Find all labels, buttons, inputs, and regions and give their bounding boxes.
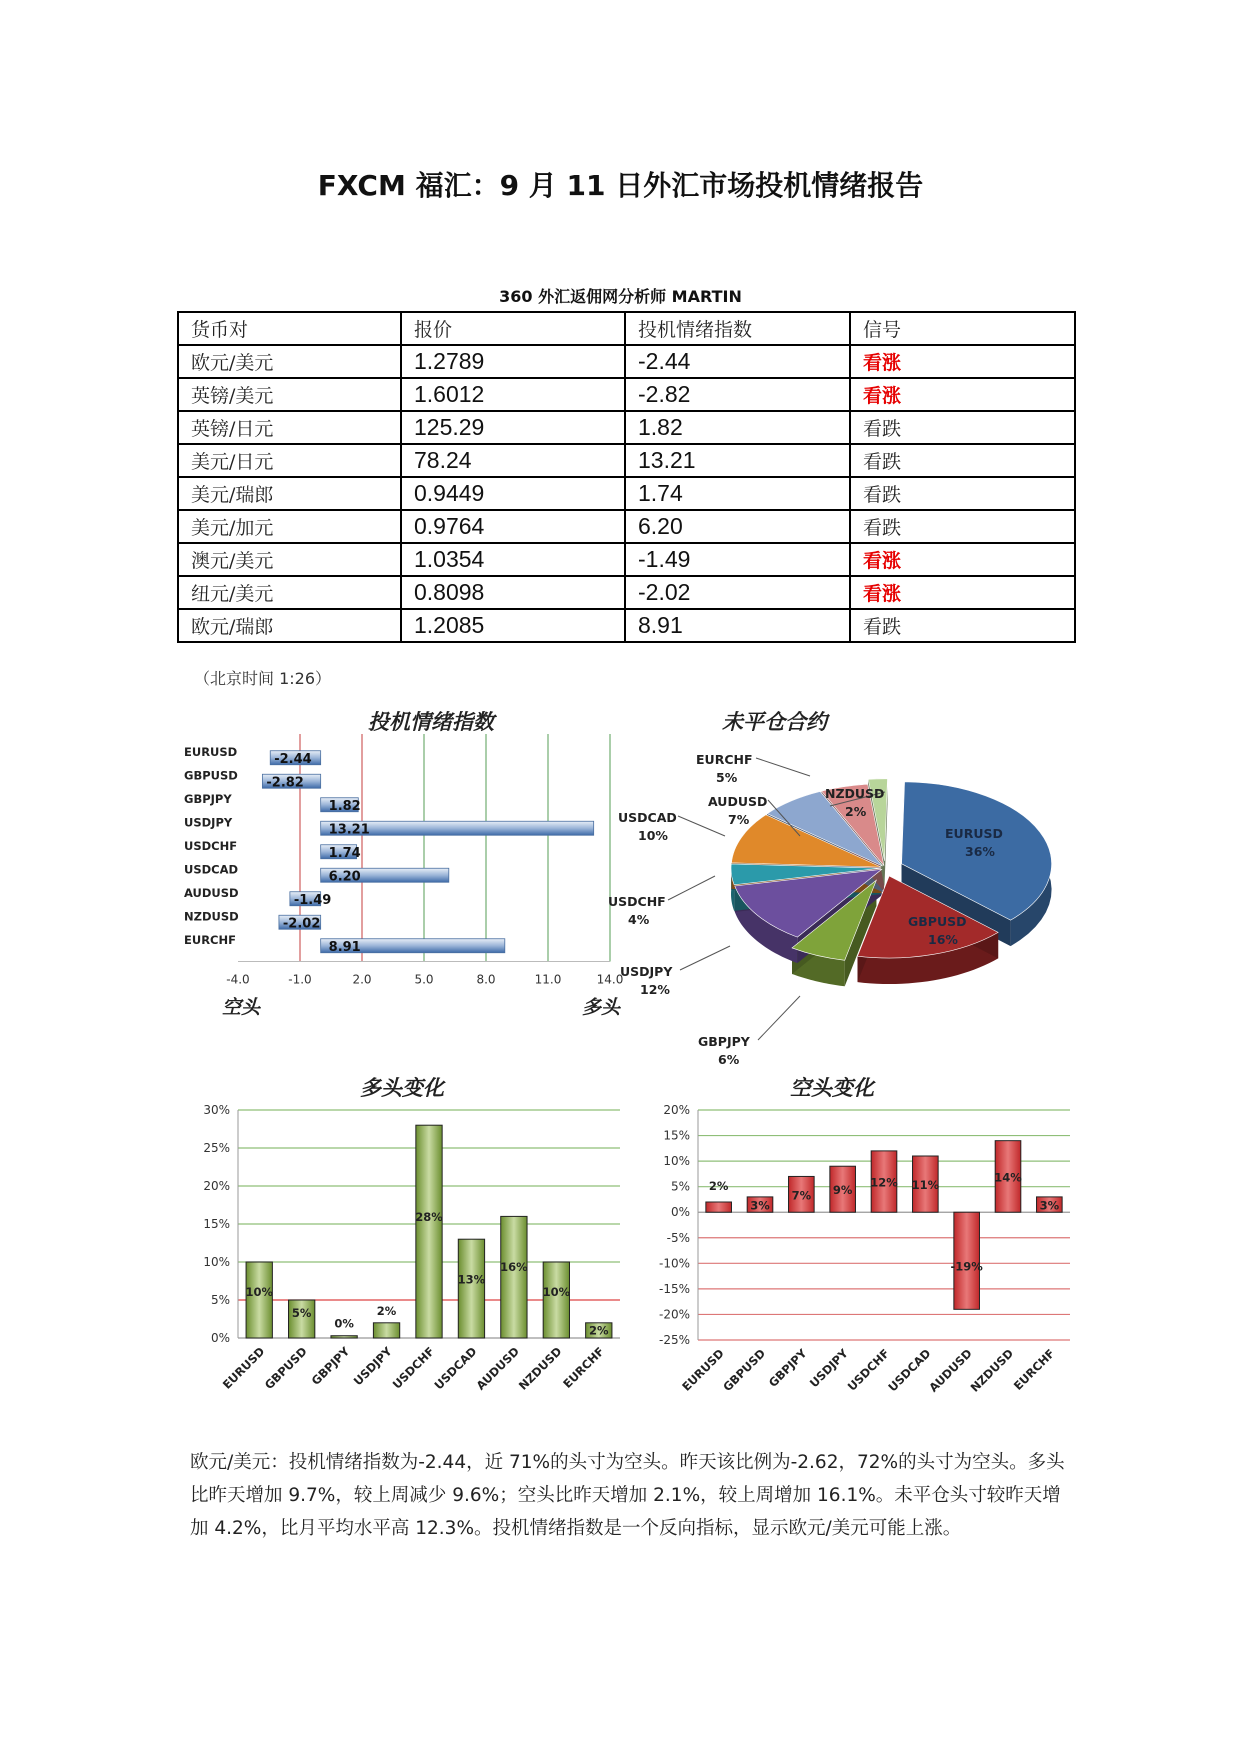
y-tick-label: 10%: [663, 1154, 690, 1169]
category-label: NZDUSD: [515, 1344, 565, 1393]
y-tick-label: -5%: [666, 1230, 690, 1245]
value-label: -2.02: [282, 916, 321, 932]
x-tick-label: 2.0: [352, 972, 372, 987]
slice-percent-label: 5%: [716, 770, 738, 785]
slice-name-label: EURUSD: [945, 826, 1003, 841]
analysis-paragraph: 欧元/美元：投机情绪指数为-2.44，近 71%的头寸为空头。昨天该比例为-2.62，72%的头寸为空头。多头比昨天增加 9.7%，较上周减少 9.6%；空头比昨天增加 2.1%，较上周增加 16.1%。未平仓头寸较昨天增加 4.2%，比月平均水平高 12.3%。投机情绪指数是一个反向指标，显示欧元/美元可能上涨。: [190, 1452, 1065, 1539]
category-label: EURCHF: [560, 1344, 607, 1391]
value-label: 9%: [832, 1183, 853, 1198]
value-label: 12%: [870, 1175, 898, 1190]
bar: [246, 1262, 272, 1338]
category-label: USDJPY: [350, 1344, 395, 1389]
price-cell: 0.9449: [401, 477, 625, 510]
signal-cell: 看跌: [850, 444, 1075, 477]
x-tick-label: 14.0: [596, 972, 624, 987]
y-tick-label: 15%: [203, 1217, 230, 1231]
signal-cell: 看跌: [850, 411, 1075, 444]
y-tick-label: -15%: [658, 1281, 690, 1296]
category-label: EURUSD: [219, 1344, 268, 1392]
ssi-cell: 13.21: [625, 444, 850, 477]
y-tick-label: 25%: [203, 1141, 230, 1155]
value-label: 11%: [911, 1178, 940, 1193]
signal-cell: 看跌: [850, 510, 1075, 543]
category-label: EURCHF: [184, 932, 236, 947]
table-row: [178, 477, 1075, 510]
category-label: USDJPY: [806, 1346, 851, 1391]
pair-cell: 英镑/日元: [178, 411, 401, 444]
ssi-table: [177, 311, 1076, 643]
short-side-label: 空头: [222, 996, 261, 1019]
table-row: [178, 411, 1075, 444]
ssi-cell: 8.91: [625, 609, 850, 642]
bar: [458, 1239, 484, 1338]
ssi-cell: 6.20: [625, 510, 850, 543]
pair-cell: 欧元/瑞郎: [178, 609, 401, 642]
value-label: 6.20: [328, 869, 361, 885]
slice-percent-label: 10%: [638, 828, 668, 843]
price-cell: 1.2789: [401, 345, 625, 378]
y-tick-label: 5%: [210, 1293, 230, 1307]
value-label: -2.44: [274, 751, 312, 767]
ssi-cell: -2.82: [625, 378, 850, 411]
category-label: USDJPY: [184, 815, 233, 830]
pair-cell: 纽元/美元: [178, 576, 401, 609]
category-label: USDCHF: [184, 838, 238, 853]
value-label: -2.82: [266, 775, 304, 791]
slice-percent-label: 6%: [718, 1052, 740, 1067]
category-label: USDCHF: [389, 1344, 438, 1392]
signal-cell: 看跌: [850, 609, 1075, 642]
table-row: [178, 345, 1075, 378]
category-label: NZDUSD: [967, 1346, 1017, 1395]
leader-line: [756, 758, 810, 776]
slice-percent-label: 2%: [845, 804, 867, 819]
y-tick-label: -20%: [658, 1307, 690, 1322]
category-label: GBPJPY: [308, 1344, 353, 1388]
category-label: AUDUSD: [184, 885, 239, 900]
slice-name-label: AUDUSD: [708, 794, 768, 809]
leader-line: [758, 996, 800, 1040]
slice-name-label: USDCAD: [618, 810, 677, 825]
value-label: 3%: [1039, 1198, 1060, 1213]
category-label: EURUSD: [184, 744, 238, 759]
signal-cell: 看涨: [850, 345, 1075, 378]
value-label: 28%: [415, 1209, 443, 1224]
slice-name-label: GBPUSD: [908, 914, 967, 929]
pair-cell: 澳元/美元: [178, 543, 401, 576]
column-header: 信号: [850, 312, 1075, 345]
slice-name-label: USDJPY: [620, 964, 673, 979]
price-cell: 1.2085: [401, 609, 625, 642]
open-interest-chart-title: 未平仓合约: [722, 710, 827, 734]
bar: [543, 1262, 569, 1338]
y-tick-label: 0%: [210, 1331, 230, 1345]
y-tick-label: 20%: [663, 1103, 690, 1117]
long-change-chart-title: 多头变化: [360, 1076, 444, 1100]
value-label: 5%: [291, 1306, 312, 1321]
short-change-chart-title: 空头变化: [790, 1076, 874, 1100]
table-row: [178, 576, 1075, 609]
signal-cell: 看涨: [850, 378, 1075, 411]
category-label: EURCHF: [1010, 1346, 1058, 1393]
price-cell: 0.8098: [401, 576, 625, 609]
table-row: [178, 444, 1075, 477]
slice-percent-label: 16%: [928, 932, 958, 947]
ssi-cell: 1.82: [625, 411, 850, 444]
y-tick-label: 0%: [670, 1205, 690, 1220]
value-label: 1.82: [328, 798, 361, 814]
price-cell: 1.0354: [401, 543, 625, 576]
slice-name-label: NZDUSD: [825, 786, 885, 801]
y-tick-label: -10%: [658, 1256, 690, 1271]
ssi-cell: -1.49: [625, 543, 850, 576]
slice-percent-label: 12%: [640, 982, 670, 997]
category-label: USDCAD: [431, 1344, 480, 1393]
x-tick-label: -1.0: [288, 972, 312, 987]
category-label: USDCHF: [844, 1346, 893, 1394]
pair-cell: 美元/日元: [178, 444, 401, 477]
price-cell: 0.9764: [401, 510, 625, 543]
value-label: -19%: [950, 1259, 983, 1274]
x-tick-label: 8.0: [476, 972, 496, 987]
bar: [416, 1125, 442, 1338]
long-side-label: 多头: [582, 996, 621, 1019]
signal-cell: 看涨: [850, 576, 1075, 609]
slice-name-label: EURCHF: [696, 752, 753, 767]
y-tick-label: 15%: [663, 1128, 690, 1143]
pair-cell: 欧元/美元: [178, 345, 401, 378]
y-tick-label: 5%: [670, 1179, 690, 1194]
category-label: GBPUSD: [184, 768, 238, 783]
value-label: 1.74: [328, 845, 361, 861]
leader-line: [680, 946, 730, 970]
value-label: 13.21: [328, 822, 370, 838]
price-cell: 125.29: [401, 411, 625, 444]
category-label: GBPUSD: [720, 1346, 769, 1395]
value-label: 10%: [542, 1285, 571, 1300]
value-label: 2%: [376, 1303, 397, 1318]
category-label: AUDUSD: [473, 1344, 523, 1393]
leader-line: [678, 816, 725, 836]
table-row: [178, 510, 1075, 543]
category-label: AUDUSD: [926, 1346, 975, 1395]
table-row: [178, 609, 1075, 642]
price-cell: 1.6012: [401, 378, 625, 411]
value-label: 2%: [708, 1179, 729, 1193]
value-label: 7%: [791, 1188, 812, 1203]
short-change-bar-chart: [650, 1100, 1090, 1420]
x-tick-label: 5.0: [414, 972, 434, 987]
pair-cell: 美元/瑞郎: [178, 477, 401, 510]
value-label: 13%: [457, 1272, 486, 1287]
slice-percent-label: 7%: [728, 812, 750, 827]
column-header: 报价: [401, 312, 625, 345]
ssi-cell: -2.44: [625, 345, 850, 378]
report-subtitle: 360 外汇返佣网分析师 MARTIN: [499, 287, 742, 306]
category-label: USDCAD: [885, 1346, 934, 1395]
value-label: -1.49: [293, 892, 332, 908]
ssi-cell: -2.02: [625, 576, 850, 609]
y-tick-label: 10%: [203, 1255, 230, 1269]
category-label: NZDUSD: [184, 909, 239, 924]
value-label: 14%: [994, 1170, 1022, 1185]
value-label: 8.91: [328, 939, 361, 955]
table-row: [178, 378, 1075, 411]
ssi-chart-title: 投机情绪指数: [368, 710, 494, 734]
y-tick-label: 30%: [203, 1103, 230, 1117]
value-label: 0%: [334, 1316, 354, 1331]
time-note: （北京时间 1:26）: [194, 669, 332, 688]
table-row: [178, 543, 1075, 576]
signal-cell: 看涨: [850, 543, 1075, 576]
ssi-cell: 1.74: [625, 477, 850, 510]
category-label: EURUSD: [679, 1346, 727, 1394]
category-label: GBPJPY: [184, 791, 232, 806]
slice-name-label: GBPJPY: [698, 1034, 750, 1049]
bar: [501, 1216, 527, 1338]
slice-percent-label: 4%: [628, 912, 650, 927]
category-label: GBPJPY: [765, 1346, 810, 1390]
column-header: 投机情绪指数: [625, 312, 850, 345]
bar: [373, 1323, 399, 1338]
y-tick-label: -25%: [658, 1333, 690, 1347]
table-header-row: [178, 312, 1075, 345]
value-label: 2%: [589, 1323, 609, 1338]
ssi-bar-chart: [180, 726, 640, 1056]
y-tick-label: 20%: [203, 1179, 230, 1193]
x-tick-label: -4.0: [226, 972, 250, 987]
pair-cell: 英镑/美元: [178, 378, 401, 411]
category-label: USDCAD: [184, 862, 239, 877]
bar: [706, 1202, 732, 1212]
leader-line: [668, 876, 715, 900]
pair-cell: 美元/加元: [178, 510, 401, 543]
page-title: FXCM 福汇：9 月 11 日外汇市场投机情绪报告: [317, 169, 924, 202]
slice-percent-label: 36%: [965, 844, 995, 859]
signal-cell: 看跌: [850, 477, 1075, 510]
x-tick-label: 11.0: [534, 972, 562, 987]
bar: [331, 1336, 357, 1338]
value-label: 16%: [500, 1260, 528, 1275]
category-label: GBPUSD: [261, 1344, 310, 1393]
slice-name-label: USDCHF: [608, 894, 666, 909]
price-cell: 78.24: [401, 444, 625, 477]
long-change-bar-chart: [190, 1100, 640, 1420]
column-header: 货币对: [178, 312, 401, 345]
value-label: 3%: [750, 1198, 770, 1213]
value-label: 10%: [245, 1285, 273, 1300]
